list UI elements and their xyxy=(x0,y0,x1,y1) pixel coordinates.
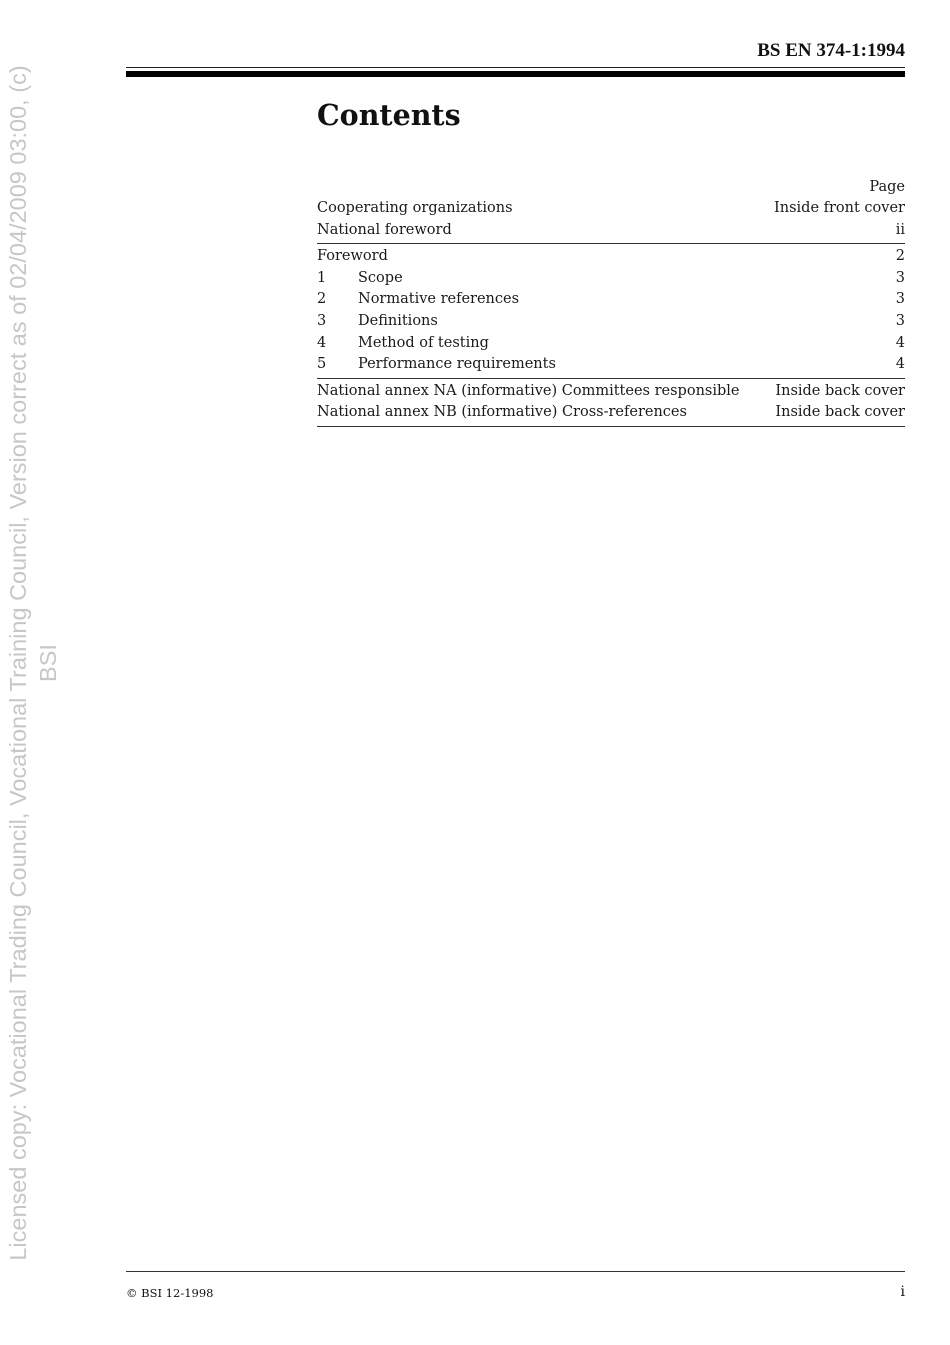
watermark-line-2: BSI xyxy=(35,644,61,682)
toc-entry[interactable] xyxy=(317,220,905,242)
toc-entry-label: National annex NB (informative) Cross-references xyxy=(317,404,687,421)
toc-entry-label: Method of testing xyxy=(358,334,489,351)
toc-entry[interactable] xyxy=(317,198,905,220)
toc-entry-page: 2 xyxy=(895,248,905,265)
toc-entry-page: Inside front cover xyxy=(774,200,905,216)
header-rule-thick xyxy=(126,71,905,77)
toc-entry-page: 3 xyxy=(895,291,905,308)
table-of-contents xyxy=(317,176,905,429)
toc-entry-label: Foreword xyxy=(317,248,388,265)
toc-entry[interactable] xyxy=(317,333,905,355)
toc-page-column-heading: Page xyxy=(869,179,905,195)
toc-entry-label: Performance requirements xyxy=(358,356,556,373)
toc-entry-label: Normative references xyxy=(358,291,520,308)
toc-entry[interactable] xyxy=(317,402,905,424)
toc-entry-number: 4 xyxy=(317,334,327,351)
toc-entry-label: National annex NA (informative) Committees responsible xyxy=(317,382,740,399)
toc-group-national-annexes xyxy=(317,381,905,427)
header-rule-thin xyxy=(126,67,905,68)
document-number: BS EN 374-1:1994 xyxy=(757,40,905,61)
toc-entry-page: ii xyxy=(895,221,905,238)
watermark-line-1: Licensed copy: Vocational Trading Council, Vocational Training Council, Version correct as of 02/04/2009 03:00, (c) xyxy=(5,65,31,1261)
toc-entry[interactable] xyxy=(317,354,905,376)
toc-entry-page: 4 xyxy=(895,356,905,373)
toc-entry-label: Definitions xyxy=(358,312,438,329)
toc-entry[interactable] xyxy=(317,381,905,403)
toc-entry-page: Inside back cover xyxy=(775,404,905,421)
toc-entry-page: Inside back cover xyxy=(775,382,905,399)
toc-entry-page: 3 xyxy=(895,269,905,286)
footer-rule xyxy=(126,1271,905,1272)
toc-group-main-sections xyxy=(317,246,905,379)
toc-entry-page: 4 xyxy=(895,334,905,351)
toc-entry-label: National foreword xyxy=(317,221,452,238)
toc-entry-number: 3 xyxy=(317,312,327,329)
page-title: Contents xyxy=(317,98,461,132)
toc-entry-label: Cooperating organizations xyxy=(317,200,513,216)
toc-entry-number: 2 xyxy=(317,291,327,308)
toc-entry[interactable] xyxy=(317,289,905,311)
toc-entry-page: 3 xyxy=(895,312,905,329)
toc-entry-number: 1 xyxy=(317,269,327,286)
toc-entry-label: Scope xyxy=(358,269,403,286)
toc-entry[interactable] xyxy=(317,311,905,333)
page-number: i xyxy=(900,1284,905,1300)
license-watermark xyxy=(3,0,63,1333)
toc-group-front-matter xyxy=(317,198,905,244)
toc-entry-number: 5 xyxy=(317,356,327,373)
copyright-notice: © BSI 12-1998 xyxy=(126,1286,214,1300)
toc-entry[interactable] xyxy=(317,246,905,268)
toc-entry[interactable] xyxy=(317,268,905,290)
